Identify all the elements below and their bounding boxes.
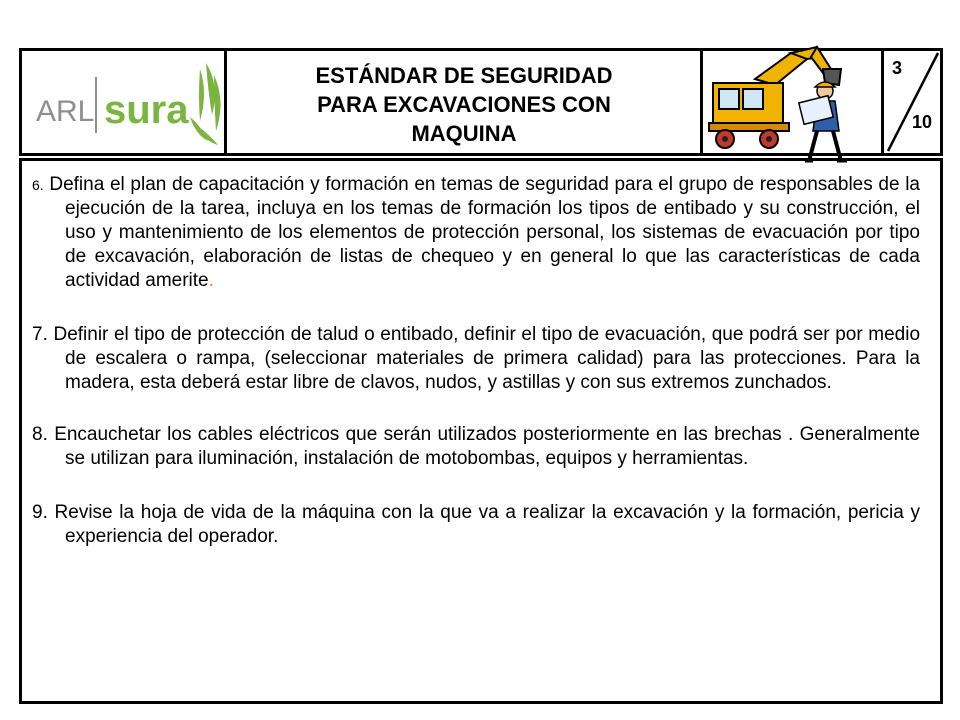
item-trailing-period: .: [208, 270, 214, 291]
title-line-1: ESTÁNDAR DE SEGURIDAD: [315, 62, 613, 88]
document-title: [315, 57, 612, 148]
page-current-number: 3: [892, 58, 903, 78]
item-text: Definir el tipo de protección de talud o entibado, definir el tipo de evacuación, que podrá ser por medio de escalera o rampa, (seleccionar materiales de primera calidad) para las protecciones. Para la madera, esta deberá estar libre de clavos, nudos, y astillas y con sus extremos zunchados.: [53, 324, 921, 393]
content-box: [19, 158, 943, 704]
logo-box: [19, 48, 227, 156]
logo-leaf-icon: [190, 63, 221, 145]
arl-sura-logo: [30, 55, 226, 151]
page-total-number: 10: [911, 112, 932, 132]
item-number: 8.: [32, 424, 48, 445]
item-text: Revise la hoja de vida de la máquina con la que va a realizar la excavación y la formación, pericia y experiencia del operador.: [54, 502, 921, 547]
illustration-box: [700, 48, 884, 156]
item-number: 9.: [32, 502, 48, 523]
list-item: [32, 423, 920, 471]
logo-text-arl: ARL: [36, 95, 95, 128]
title-line-3: MAQUINA: [411, 120, 517, 146]
list-item: [32, 501, 920, 549]
list-item: [32, 323, 920, 395]
item-text: Encauchetar los cables eléctricos que serán utilizados posteriormente en las brechas . Generalmente se utilizan para iluminación, instalación de motobombas, equipos y herramientas.: [54, 424, 920, 469]
item-number: 6.: [32, 177, 44, 193]
logo-text-sura: sura: [104, 88, 189, 132]
title-line-2: PARA EXCAVACIONES CON: [317, 91, 611, 117]
item-number: 7.: [32, 324, 48, 345]
list-item: [32, 173, 920, 293]
title-box: [224, 48, 704, 156]
item-text: Defina el plan de capacitación y formación en temas de seguridad para el grupo de responsables de la ejecución de la tarea, incluya en los temas de formación los tipos de entibado y su construcción, el uso y mantenimiento de los elementos de protección personal, los sistemas de evacuación por tipo de excavación, elaboración de listas de chequeo y en general lo que las características de cada actividad amerite: [49, 174, 920, 291]
excavator-illustration: [703, 39, 883, 163]
page-indicator: [881, 48, 943, 156]
